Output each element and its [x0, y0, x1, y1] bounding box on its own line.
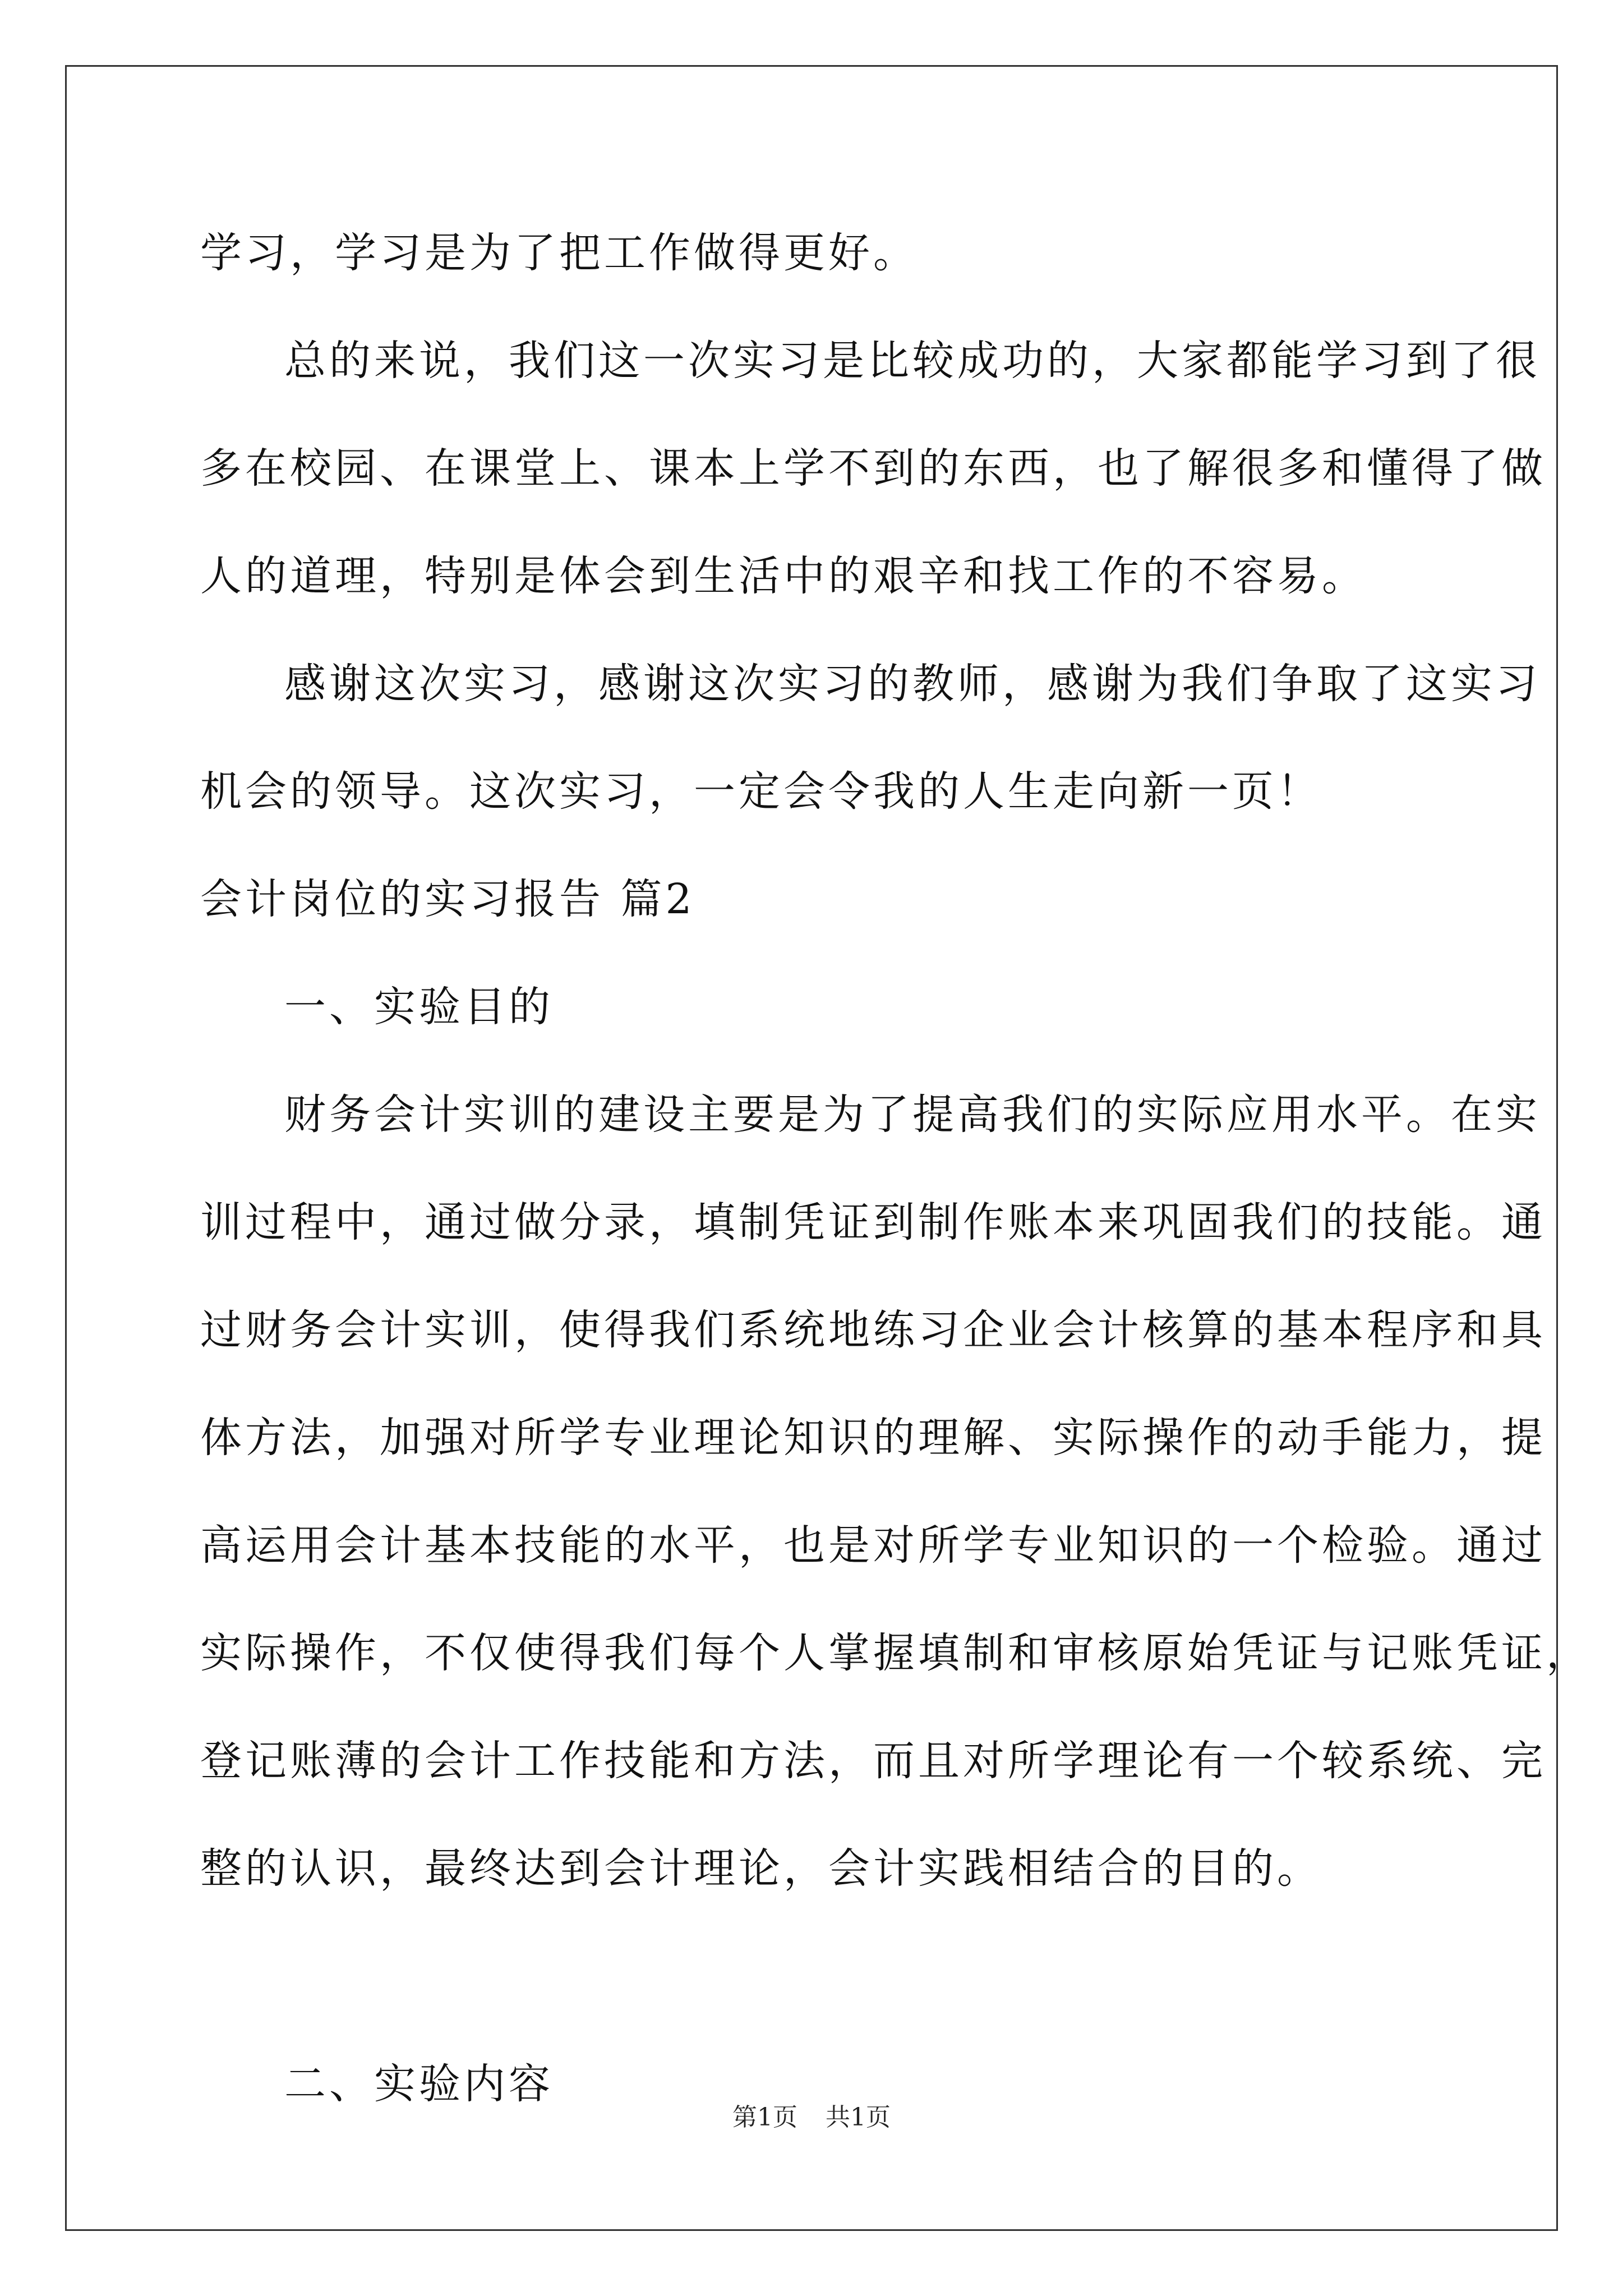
text-line: 体方法，加强对所学专业理论知识的理解、实际操作的动手能力，提 — [200, 1414, 1546, 1462]
text-line: 整的认识，最终达到会计理论，会计实践相结合的目的。 — [200, 1844, 1322, 1893]
subsection-heading: 一、实验目的 — [284, 983, 554, 1031]
text-line: 机会的领导。这次实习，一定会令我的人生走向新一页！ — [200, 767, 1322, 816]
blank-line — [200, 1922, 1434, 2030]
page-footer — [0, 2101, 1623, 2134]
document-body — [200, 199, 1591, 2138]
text-line: 实际操作，不仅使得我们每个人掌握填制和审核原始凭证与记账凭证， — [200, 1629, 1591, 1677]
text-line: 登记账薄的会计工作技能和方法，而且对所学理论有一个较系统、完 — [200, 1737, 1546, 1785]
text-line: 人的道理，特别是体会到生活中的艰辛和找工作的不容易。 — [200, 552, 1367, 600]
text-line: 财务会计实训的建设主要是为了提高我们的实际应用水平。在实 — [284, 1091, 1541, 1139]
text-line: 学习，学习是为了把工作做得更好。 — [200, 229, 918, 277]
page-total: 共1页 — [826, 2103, 891, 2132]
text-line: 训过程中，通过做分录，填制凭证到制作账本来巩固我们的技能。通 — [200, 1198, 1546, 1246]
section-heading: 会计岗位的实习报告 篇2 — [200, 875, 695, 923]
text-line: 总的来说，我们这一次实习是比较成功的，大家都能学习到了很 — [284, 337, 1541, 385]
text-line: 高运用会计基本技能的水平，也是对所学专业知识的一个检验。通过 — [200, 1521, 1546, 1570]
text-line: 感谢这次实习，感谢这次实习的教师，感谢为我们争取了这实习 — [284, 660, 1541, 708]
page-number: 第1页 — [732, 2103, 797, 2132]
text-line: 多在校园、在课堂上、课本上学不到的东西，也了解很多和懂得了做 — [200, 444, 1546, 493]
subsection-heading: 二、实验内容 — [284, 2060, 554, 2108]
text-line: 过财务会计实训，使得我们系统地练习企业会计核算的基本程序和具 — [200, 1306, 1546, 1354]
